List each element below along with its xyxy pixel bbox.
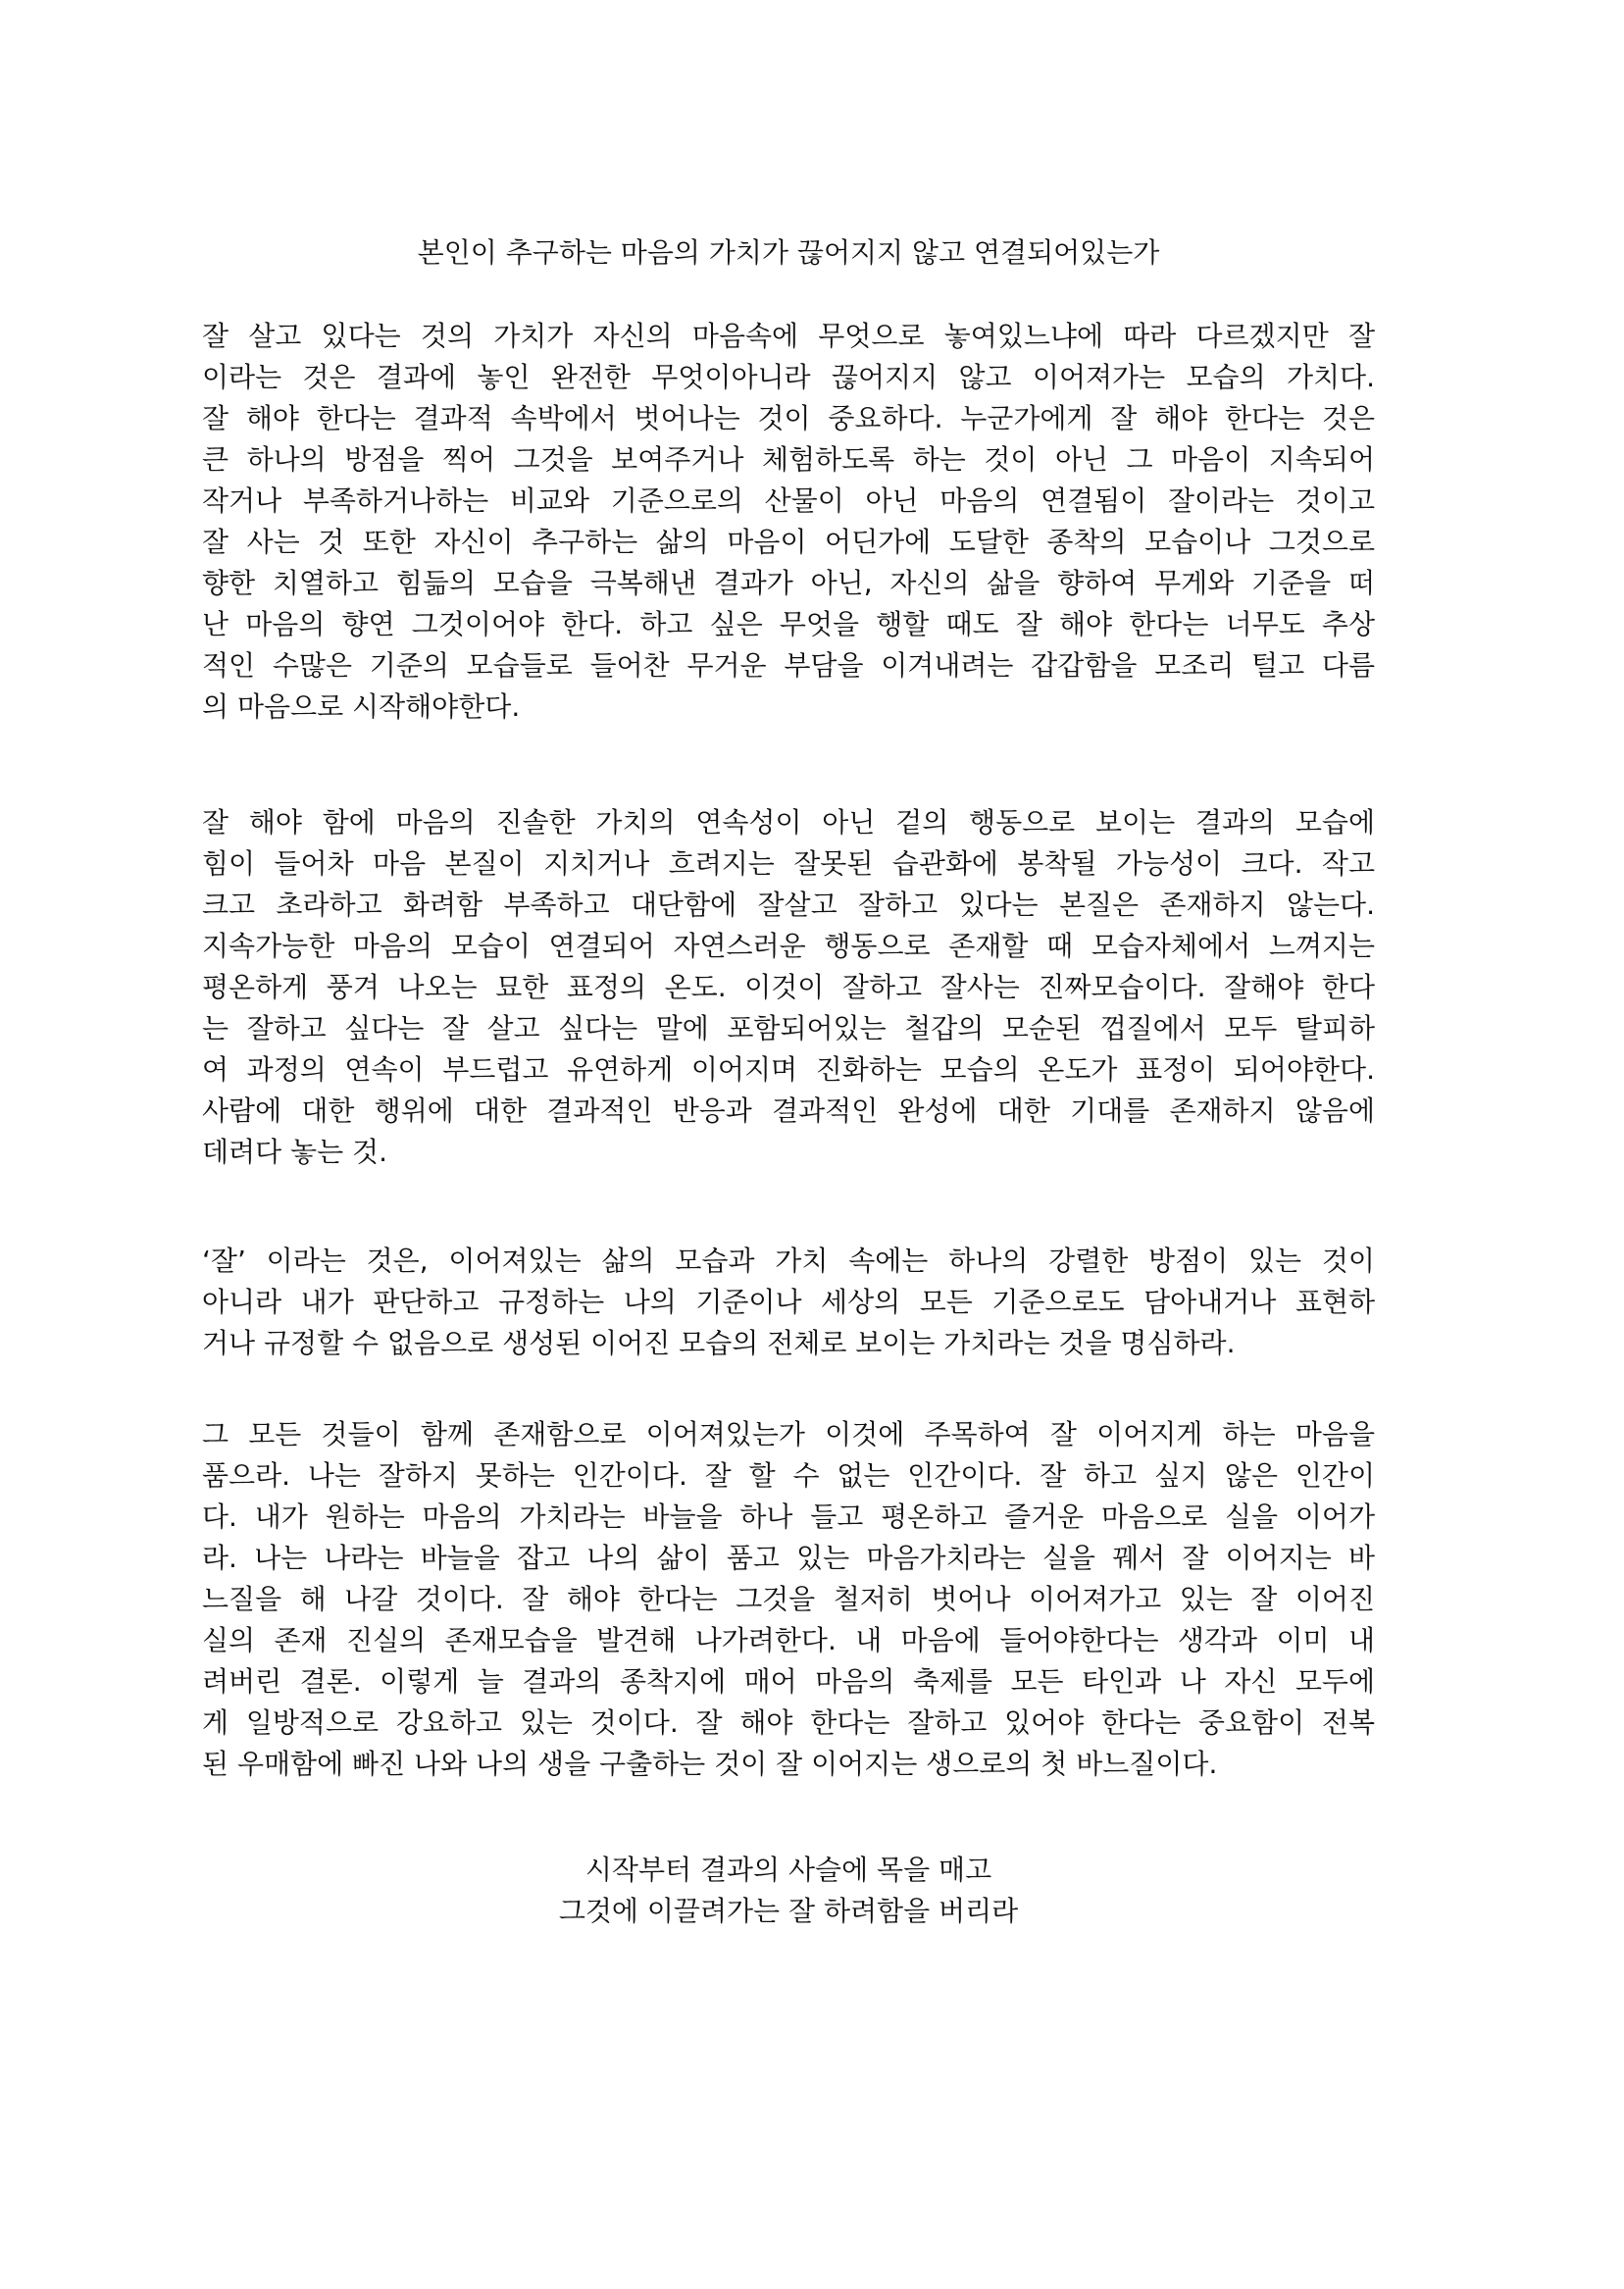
paragraph-line: 그 모든 것들이 함께 존재함으로 이어져있는가 이것에 주목하여 잘 이어지게 하는 마음을 xyxy=(202,1418,1375,1450)
paragraph-line: 데려다 놓는 것. xyxy=(202,1136,387,1168)
paragraph-line: 된 우매함에 빠진 나와 나의 생을 구출하는 것이 잘 이어지는 생으로의 첫 바느질이다. xyxy=(202,1748,1218,1780)
paragraph-line: 여 과정의 연속이 부드럽고 유연하게 이어지며 진화하는 모습의 온도가 표정이 되어야한다. xyxy=(202,1053,1375,1086)
closing-line-2: 그것에 이끌려가는 잘 하려함을 버리라 xyxy=(558,1895,1019,1927)
paragraph-line: 게 일방적으로 강요하고 있는 것이다. 잘 해야 한다는 잘하고 있어야 한다는 중요함이 전복 xyxy=(202,1706,1375,1739)
paragraph-line: ‘잘’ 이라는 것은, 이어져있는 삶의 모습과 가치 속에는 하나의 강렬한 방점이 있는 것이 xyxy=(202,1245,1375,1277)
paragraph-line: 지속가능한 마음의 모습이 연결되어 자연스러운 행동으로 존재할 때 모습자체에서 느껴지는 xyxy=(202,930,1375,962)
paragraph-2 xyxy=(202,802,1375,1173)
paragraph-line: 잘 해야 함에 마음의 진솔한 가치의 연속성이 아닌 겉의 행동으로 보이는 결과의 모습에 xyxy=(202,806,1375,839)
paragraph-line: 라. 나는 나라는 바늘을 잡고 나의 삶이 품고 있는 마음가치라는 실을 꿰서 잘 이어지는 바 xyxy=(202,1542,1375,1574)
paragraph-line: 는 잘하고 싶다는 잘 살고 싶다는 말에 포함되어있는 철갑의 모순된 껍질에서 모두 탈피하 xyxy=(202,1012,1375,1044)
paragraph-line: 실의 존재 진실의 존재모습을 발견해 나가려한다. 내 마음에 들어야한다는 생각과 이미 내 xyxy=(202,1624,1375,1656)
closing-line-1: 시작부터 결과의 사슬에 목을 매고 xyxy=(584,1854,992,1886)
paragraph-3 xyxy=(202,1241,1375,1364)
paragraph-line: 잘 사는 것 또한 자신이 추구하는 삶의 마음이 어딘가에 도달한 종착의 모습이나 그것으로 xyxy=(202,526,1375,558)
paragraph-line: 거나 규정할 수 없음으로 생성된 이어진 모습의 전체로 보이는 가치라는 것을 명심하라. xyxy=(202,1327,1236,1359)
paragraph-line: 의 마음으로 시작해야한다. xyxy=(202,690,521,723)
paragraph-line: 려버린 결론. 이렇게 늘 결과의 종착지에 매어 마음의 축제를 모든 타인과 나 자신 모두에 xyxy=(202,1665,1375,1698)
paragraph-line: 향한 치열하고 힘듦의 모습을 극복해낸 결과가 아닌, 자신의 삶을 향하여 무게와 기준을 떠 xyxy=(202,567,1375,599)
paragraph-1 xyxy=(202,316,1375,728)
closing-verse xyxy=(202,1850,1375,1932)
paragraph-line: 품으라. 나는 잘하지 못하는 인간이다. 잘 할 수 없는 인간이다. 잘 하고 싶지 않은 인간이 xyxy=(202,1459,1375,1492)
paragraph-line: 적인 수많은 기준의 모습들로 들어찬 무거운 부담을 이겨내려는 갑갑함을 모조리 털고 다름 xyxy=(202,649,1375,682)
paragraph-line: 힘이 들어차 마음 본질이 지치거나 흐려지는 잘못된 습관화에 봉착될 가능성이 크다. 작고 xyxy=(202,847,1375,880)
paragraph-line: 다. 내가 원하는 마음의 가치라는 바늘을 하나 들고 평온하고 즐거운 마음으로 실을 이어가 xyxy=(202,1501,1375,1533)
paragraph-line: 아니라 내가 판단하고 규정하는 나의 기준이나 세상의 모든 기준으로도 담아내거나 표현하 xyxy=(202,1286,1375,1318)
paragraph-line: 느질을 해 나갈 것이다. 잘 해야 한다는 그것을 철저히 벗어나 이어져가고 있는 잘 이어진 xyxy=(202,1583,1375,1615)
paragraph-line: 큰 하나의 방점을 찍어 그것을 보여주거나 체험하도록 하는 것이 아닌 그 마음이 지속되어 xyxy=(202,443,1375,476)
paragraph-line: 잘 해야 한다는 결과적 속박에서 벗어나는 것이 중요하다. 누군가에게 잘 해야 한다는 것은 xyxy=(202,402,1375,434)
paragraph-line: 작거나 부족하거나하는 비교와 기준으로의 산물이 아닌 마음의 연결됨이 잘이라는 것이고 xyxy=(202,484,1375,517)
paragraph-line: 잘 살고 있다는 것의 가치가 자신의 마음속에 무엇으로 놓여있느냐에 따라 다르겠지만 잘 xyxy=(202,320,1375,352)
paragraph-4 xyxy=(202,1414,1375,1785)
paragraph-line: 난 마음의 향연 그것이어야 한다. 하고 싶은 무엇을 행할 때도 잘 해야 한다는 너무도 추상 xyxy=(202,608,1375,640)
paragraph-line: 평온하게 풍겨 나오는 묘한 표정의 온도. 이것이 잘하고 잘사는 진짜모습이다. 잘해야 한다 xyxy=(202,971,1375,1003)
paragraph-line: 크고 초라하고 화려함 부족하고 대단함에 잘살고 잘하고 있다는 본질은 존재하지 않는다. xyxy=(202,889,1375,921)
document-title: 본인이 추구하는 마음의 가치가 끊어지지 않고 연결되어있는가 xyxy=(417,236,1160,269)
paragraph-line: 사람에 대한 행위에 대한 결과적인 반응과 결과적인 완성에 대한 기대를 존재하지 않음에 xyxy=(202,1094,1375,1127)
paragraph-line: 이라는 것은 결과에 놓인 완전한 무엇이아니라 끊어지지 않고 이어져가는 모습의 가치다. xyxy=(202,361,1375,393)
